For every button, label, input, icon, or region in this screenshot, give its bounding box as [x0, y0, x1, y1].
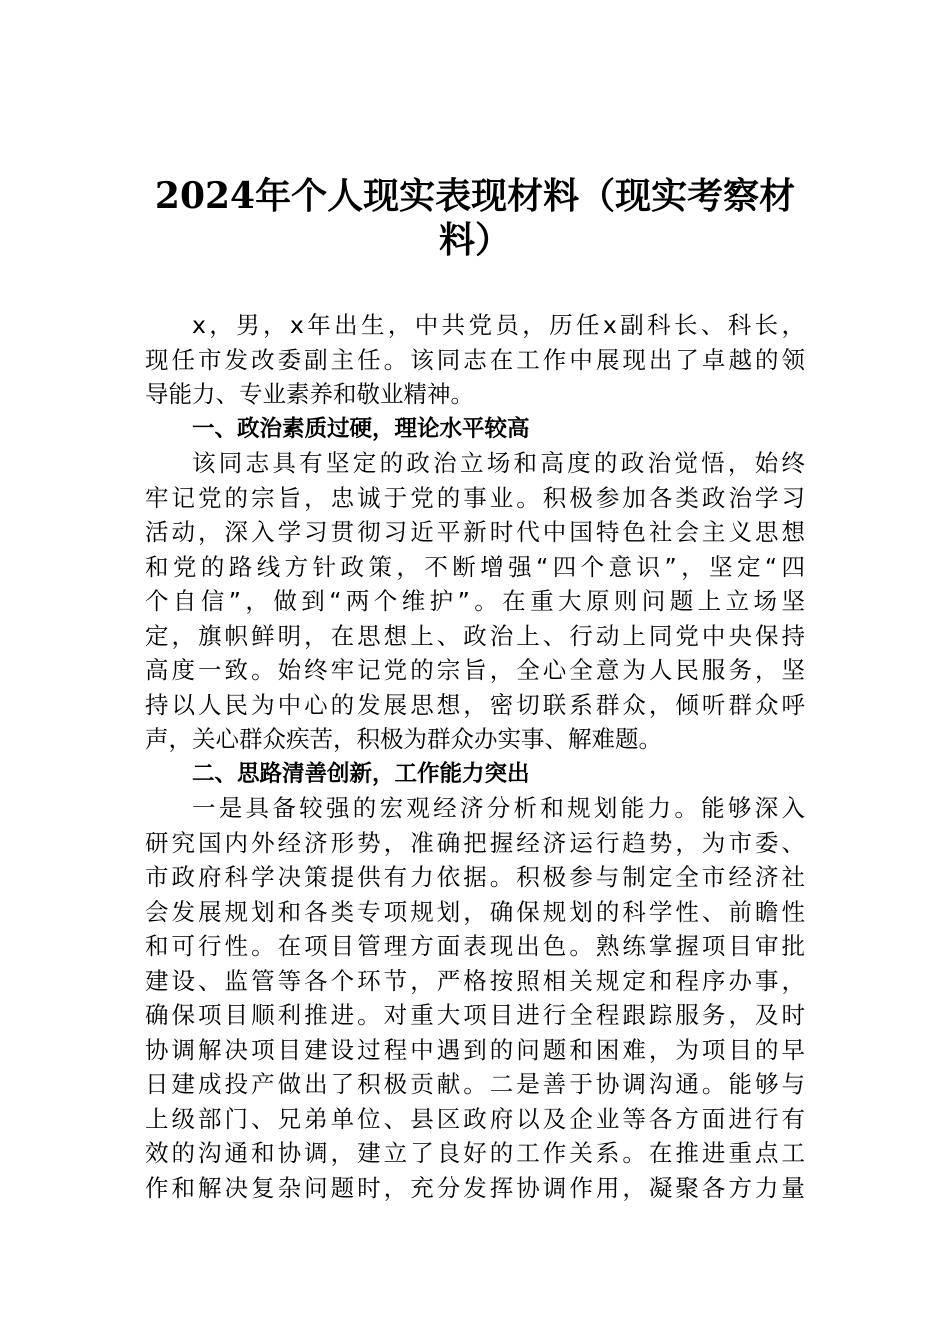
section-1-paragraph-line: 高度一致。始终牢记党的宗旨，全心全意为人民服务，坚: [145, 656, 805, 684]
intro-paragraph-line: x，男，x年出生，中共党员，历任x副科长、科长，: [192, 311, 805, 339]
document-body: [145, 308, 805, 1205]
section-2-paragraph-line: 日建成投产做出了积极贡献。二是善于协调沟通。能够与: [145, 1070, 805, 1098]
section-1-paragraph-line: 和党的路线方针政策，不断增强“四个意识”，坚定“四: [145, 552, 805, 581]
section-1-paragraph-line: 该同志具有坚定的政治立场和高度的政治觉悟，始终: [192, 449, 805, 477]
section-1-paragraph-line: 声，关心群众疾苦，积极为群众办实事、解难题。: [145, 725, 662, 753]
section-2-paragraph-line: 市政府科学决策提供有力依据。积极参与制定全市经济社: [145, 863, 805, 891]
section-2-paragraph-line: 会发展规划和各类专项规划，确保规划的科学性、前瞻性: [145, 897, 805, 926]
section-1-paragraph-line: 个自信”，做到“两个维护”。在重大原则问题上立场坚: [145, 587, 805, 615]
section-2-paragraph-line: 一是具备较强的宏观经济分析和规划能力。能够深入: [192, 794, 805, 822]
section-2-paragraph-line: 上级部门、兄弟单位、县区政府以及企业等各方面进行有: [145, 1104, 805, 1133]
section-2-paragraph-line: 作和解决复杂问题时，充分发挥协调作用，凝聚各方力量: [145, 1173, 805, 1202]
section-1-paragraph-line: 牢记党的宗旨，忠诚于党的事业。积极参加各类政治学习: [145, 483, 805, 512]
section-2-paragraph-line: 协调解决项目建设过程中遇到的问题和困难，为项目的早: [145, 1035, 805, 1064]
section-2-paragraph-line: 效的沟通和协调，建立了良好的工作关系。在推进重点工: [145, 1139, 805, 1167]
section-1-paragraph-line: 定，旗帜鲜明，在思想上、政治上、行动上同党中央保持: [145, 621, 805, 650]
section-heading-1: 一、政治素质过硬，理论水平较高: [192, 415, 530, 442]
section-2-paragraph-line: 和可行性。在项目管理方面表现出色。熟练掌握项目审批: [145, 932, 805, 960]
intro-paragraph-line: 导能力、专业素养和敬业精神。: [145, 380, 474, 408]
document-title-line-1: 2024年个人现实表现材料（现实考察材: [154, 175, 796, 217]
section-1-paragraph-line: 持以人民为中心的发展思想，密切联系群众，倾听群众呼: [145, 690, 805, 719]
section-2-paragraph-line: 建设、监管等各个环节，严格按照相关规定和程序办事，: [145, 966, 805, 995]
document-title-line-2: 料）: [438, 219, 511, 261]
intro-paragraph-line: 现任市发改委副主任。该同志在工作中展现出了卓越的领: [145, 345, 805, 374]
section-2-paragraph-line: 研究国内外经济形势，准确把握经济运行趋势，为市委、: [145, 828, 805, 857]
section-heading-2: 二、思路清善创新，工作能力突出: [192, 760, 530, 787]
section-2-paragraph-line: 确保项目顺利推进。对重大项目进行全程跟踪服务，及时: [145, 1001, 805, 1029]
section-1-paragraph-line: 活动，深入学习贯彻习近平新时代中国特色社会主义思想: [145, 518, 805, 546]
